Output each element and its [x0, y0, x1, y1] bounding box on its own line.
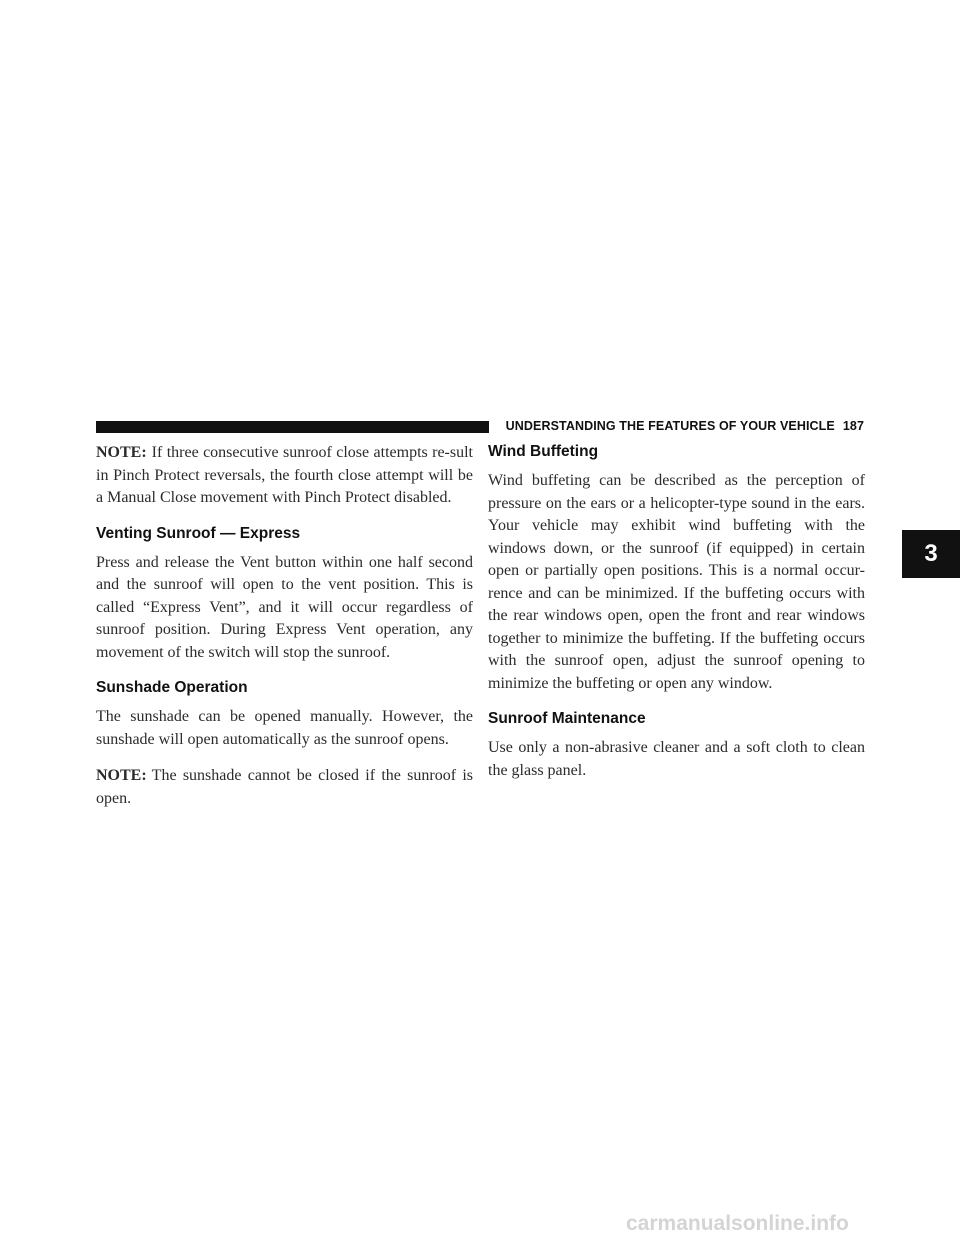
paragraph-venting-sunroof: Press and release the Vent button within one half second and the sunroof will open to the vent position. This is called “Express Vent”, and it will occur regardless of sunroof position. During Express Vent operation, any movement of the switch will stop the sunroof. [96, 553, 473, 661]
note-label: NOTE: [96, 767, 147, 784]
left-column [96, 442, 473, 824]
header-rule [96, 421, 489, 433]
note-text: If three consecutive sunroof close attempts re-sult in Pinch Protect reversals, the fourth close attempt will be a Manual Close movement with Pinch Protect disabled. [96, 444, 473, 506]
paragraph-sunroof-maintenance: Use only a non-abrasive cleaner and a soft cloth to clean the glass panel. [488, 739, 865, 779]
watermark: carmanualsonline.info [626, 1212, 849, 1235]
note-paragraph-pinch-protect [96, 442, 473, 510]
chapter-tab: 3 [902, 530, 960, 578]
paragraph-sunshade-operation: The sunshade can be opened manually. However, the sunshade will open automatically as the sunroof opens. [96, 708, 473, 748]
paragraph-wind-buffeting: Wind buffeting can be described as the perception of pressure on the ears or a helicopter-type sound in the ears. Your vehicle may exhibit wind buffeting with the windows down, or the sunroof (if equipped) in certain open or partially open positions. This is a normal occur-rence and can be minimized. If the buffeting occurs with the rear windows open, open the front and rear windows together to minimize the buffeting. If the buffeting occurs with the sunroof open, adjust the sunroof opening to minimize the buffeting or open any window. [488, 472, 865, 692]
running-header [494, 419, 864, 433]
heading-wind-buffeting: Wind Buffeting [488, 443, 599, 460]
page-number: 187 [842, 419, 864, 433]
section-title: UNDERSTANDING THE FEATURES OF YOUR VEHICLE [505, 419, 835, 433]
note-text: The sunshade cannot be closed if the sunroof is open. [96, 767, 473, 807]
note-paragraph-sunshade [96, 765, 473, 810]
heading-sunroof-maintenance: Sunroof Maintenance [488, 710, 646, 727]
note-label: NOTE: [96, 444, 147, 461]
heading-venting-sunroof: Venting Sunroof — Express [96, 524, 301, 542]
heading-sunshade-operation: Sunshade Operation [96, 679, 248, 696]
right-column [488, 442, 865, 796]
